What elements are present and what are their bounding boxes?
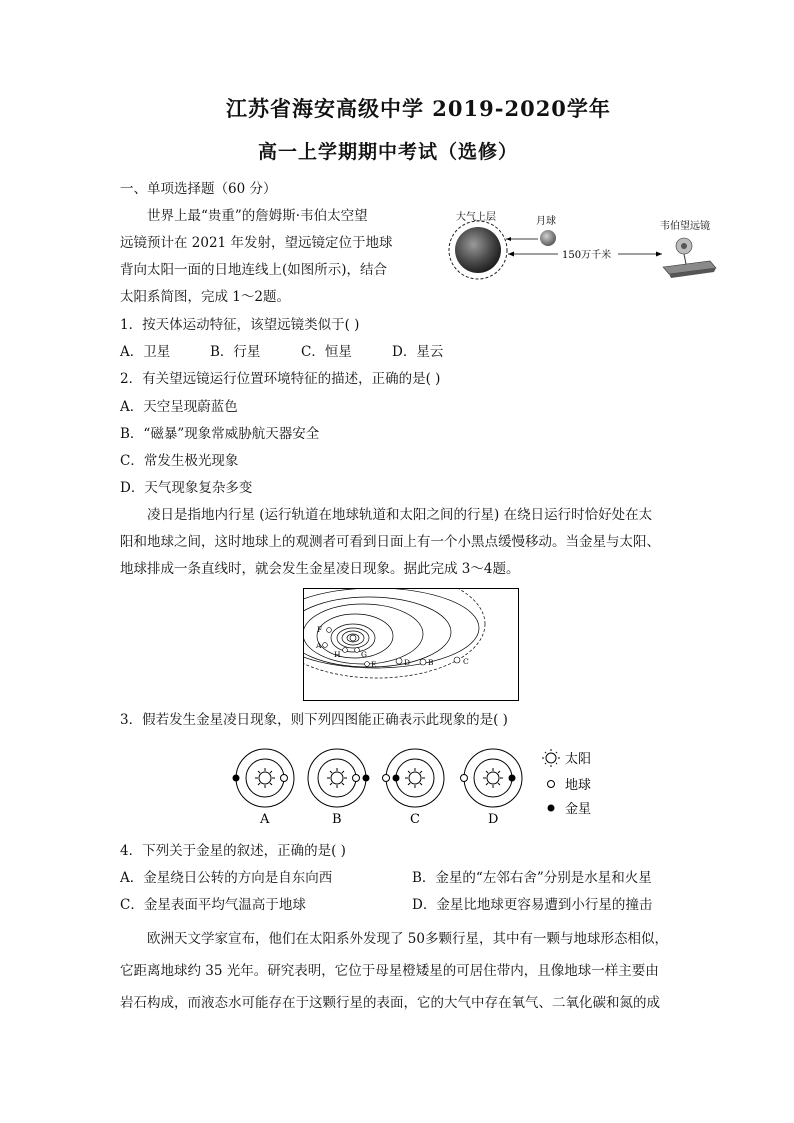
sun-icon xyxy=(405,768,425,788)
label-a: A xyxy=(316,641,322,650)
intro1-line1: 世界上最“贵重”的詹姆斯·韦伯太空望 xyxy=(147,208,368,224)
option-label-c: C xyxy=(410,812,420,827)
venus-transit-options xyxy=(225,742,605,832)
q4-option-c: C．金星表面平均气温高于地球 xyxy=(120,897,306,913)
label-moon: 月球 xyxy=(536,216,556,227)
legend-sun-icon xyxy=(542,749,560,767)
planet-b xyxy=(420,659,426,665)
q2-stem: 2．有关望远镜运行位置环境特征的描述，正确的是( ) xyxy=(120,371,441,387)
planet-h xyxy=(343,648,348,653)
legend-sun-label: 太阳 xyxy=(565,752,592,767)
intro3-line3: 岩石构成，而液态水可能存在于这颗行星的表面，它的大气中存在氧气、二氧化碳和氮的成 xyxy=(120,995,660,1011)
intro3-line2: 它距离地球约 35 光年。研究表明，它位于母星橙矮星的可居住带内，且像地球一样主要由 xyxy=(120,963,659,979)
sun-icon xyxy=(483,768,503,788)
q2-option-c: C．常发生极光现象 xyxy=(120,453,239,469)
legend-earth-label: 地球 xyxy=(565,778,592,793)
option-diagram-a xyxy=(233,749,295,807)
telescope-position-figure xyxy=(440,206,730,296)
option-label-a: A xyxy=(260,812,270,827)
sun-icon xyxy=(255,768,275,788)
section-heading: 一、单项选择题（60 分） xyxy=(120,181,277,197)
solar-system-figure xyxy=(303,588,519,701)
q4-stem: 4．下列关于金星的叙述，正确的是( ) xyxy=(120,843,346,859)
q4-option-a: A．金星绕日公转的方向是自东向西 xyxy=(120,870,333,886)
label-c: C xyxy=(463,657,469,666)
q1-option-a: A．卫星 xyxy=(120,344,171,360)
label-h: H xyxy=(334,650,341,659)
intro1-line4: 太阳系简图，完成 1～2题。 xyxy=(120,289,290,305)
exam-subtitle: 高一上学期期中考试（选修） xyxy=(258,141,519,163)
planet-d xyxy=(396,658,402,664)
option-label-d: D xyxy=(488,812,499,827)
label-atmosphere: 大气上层 xyxy=(456,212,496,223)
sun-icon xyxy=(327,768,347,788)
label-b: B xyxy=(428,658,434,667)
exam-title: 江苏省海安高级中学 2019-2020学年 xyxy=(226,96,611,121)
option-diagram-c xyxy=(383,749,445,807)
intro1-line2: 远镜预计在 2021 年发射，望远镜定位于地球 xyxy=(120,235,393,251)
intro2-line1: 凌日是指地内行星 (运行轨道在地球轨道和太阳之间的行星) 在绕日运行时恰好处在太 xyxy=(147,507,653,523)
planet-f xyxy=(327,628,332,633)
intro2-line3: 地球排成一条直线时，就会发生金星凌日现象。据此完成 3～4题。 xyxy=(120,561,520,577)
q4-option-b: B．金星的“左邻右舍”分别是水星和火星 xyxy=(412,870,652,886)
option-diagram-b xyxy=(308,749,370,807)
planet-g xyxy=(355,648,360,653)
q1-stem: 1．按天体运动特征，该望远镜类似于( ) xyxy=(120,317,360,333)
label-distance: 150万千米 xyxy=(562,250,612,261)
q3-stem: 3．假若发生金星凌日现象，则下列四图能正确表示此现象的是( ) xyxy=(120,712,508,728)
q1-option-d: D．星云 xyxy=(392,344,444,360)
q1-option-b: B．行星 xyxy=(210,344,261,360)
sun-icon xyxy=(350,635,356,641)
planet-c xyxy=(454,657,460,663)
earth-globe xyxy=(455,227,501,273)
q2-option-b: B．“磁暴”现象常威胁航天器安全 xyxy=(120,426,320,442)
label-telescope: 韦伯望远镜 xyxy=(660,221,710,232)
planet-a xyxy=(323,643,328,648)
option-label-b: B xyxy=(332,812,342,827)
q4-option-d: D．金星比地球更容易遭到小行星的撞击 xyxy=(412,897,653,913)
moon-globe xyxy=(540,230,556,246)
q2-option-a: A．天空呈现蔚蓝色 xyxy=(120,399,238,415)
label-e: E xyxy=(371,660,377,669)
intro2-line2: 阳和地球之间，这时地球上的观测者可看到日面上有一个小黑点缓慢移动。当金星与太阳、 xyxy=(120,534,660,550)
intro3-line1: 欧洲天文学家宣布，他们在太阳系外发现了 50多颗行星，其中有一颗与地球形态相似， xyxy=(147,931,668,947)
label-d: D xyxy=(404,658,411,667)
intro1-line3: 背向太阳一面的日地连线上(如图所示)，结合 xyxy=(120,262,388,278)
option-diagram-d xyxy=(461,749,523,807)
legend-earth-icon xyxy=(548,781,555,788)
legend-venus-label: 金星 xyxy=(565,802,592,817)
q1-option-c: C．恒星 xyxy=(301,344,352,360)
label-f: F xyxy=(317,625,323,634)
label-g: G xyxy=(361,650,367,659)
planet-e xyxy=(365,662,370,667)
q2-option-d: D．天气现象复杂多变 xyxy=(120,480,253,496)
legend-venus-icon xyxy=(548,805,555,812)
telescope-icon xyxy=(663,238,716,278)
